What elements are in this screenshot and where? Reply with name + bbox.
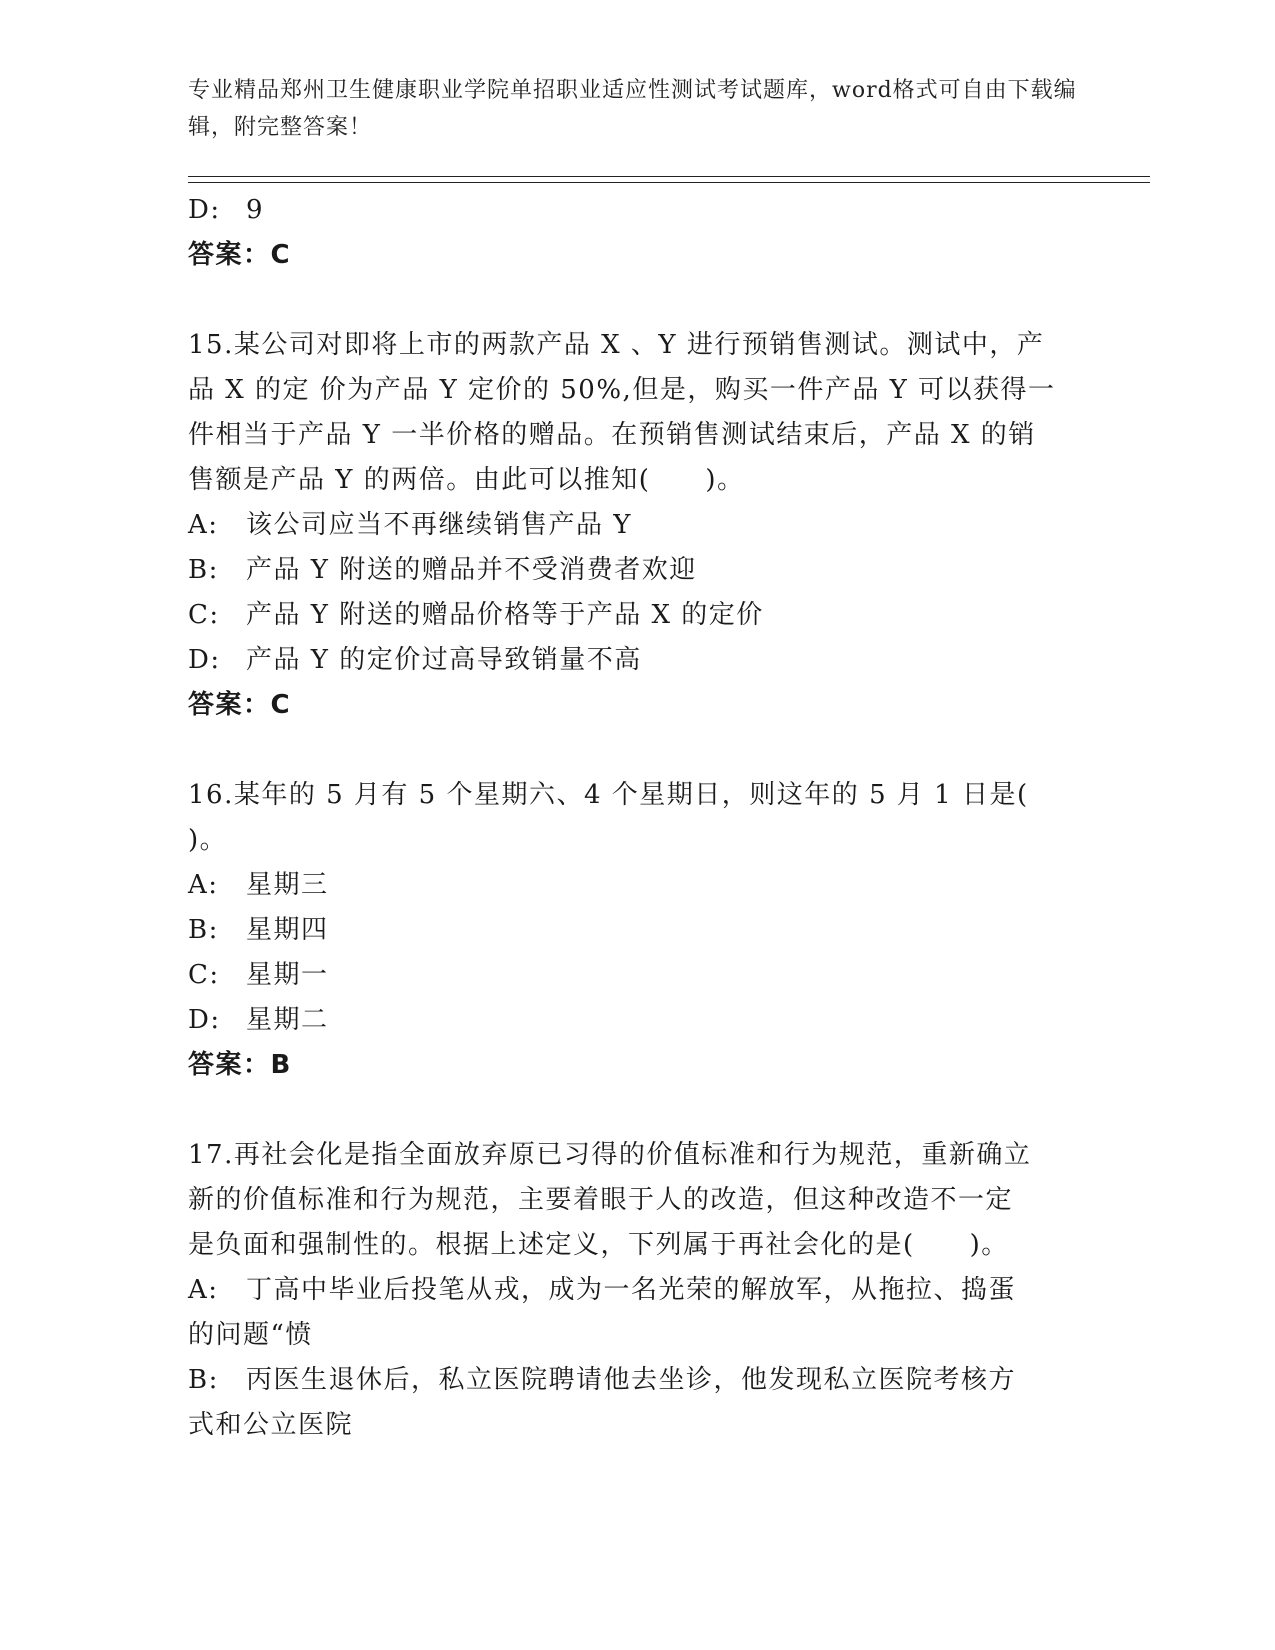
question-16-option-b [188,908,1088,953]
stem-line: 16.某年的 5 月有 5 个星期六、4 个星期日，则这年的 5 月 1 日是( [188,780,1029,810]
question-15-answer: 答案：C [188,690,292,720]
option-text: 星期四 [246,915,329,945]
option-text: 产品 Y 的定价过高导致销量不高 [246,645,642,675]
question-15-stem [188,323,1088,503]
question-15-option-d [188,638,1088,683]
question-16-option-d [188,998,1088,1043]
option-text: 星期一 [246,960,329,990]
option-letter: A: [188,1275,219,1305]
stem-line: 新的价值标准和行为规范，主要着眼于人的改造，但这种改造不一定 [188,1185,1014,1215]
stem-line: 17.再社会化是指全面放弃原已习得的价值标准和行为规范，重新确立 [188,1140,1032,1170]
spacer [188,728,1088,773]
option-text: 产品 Y 附送的赠品并不受消费者欢迎 [246,555,697,585]
option-text-continued: 式和公立医院 [188,1410,354,1440]
question-16-stem [188,773,1088,863]
question-17-option-b [188,1358,1088,1448]
stem-line: 15.某公司对即将上市的两款产品 X 、Y 进行预销售测试。测试中，产 [188,330,1045,360]
prev-answer: 答案：C [188,240,292,270]
document-body [188,188,1088,1448]
option-letter: A: [188,870,219,900]
option-text: 9 [246,195,265,225]
question-17-stem [188,1133,1088,1268]
option-text: 星期二 [246,1005,329,1035]
option-text-continued: 的问题“愤 [188,1320,313,1350]
stem-line: 售额是产品 Y 的两倍。由此可以推知( )。 [188,465,745,495]
spacer [188,278,1088,323]
option-letter: B: [188,1365,219,1395]
option-text: 丙医生退休后，私立医院聘请他去坐诊，他发现私立医院考核方 [246,1365,1017,1395]
question-16-answer: 答案：B [188,1050,292,1080]
option-text: 丁高中毕业后投笔从戎，成为一名光荣的解放军，从拖拉、捣蛋 [246,1275,1017,1305]
option-letter: C: [188,600,220,630]
option-line [188,1358,1088,1403]
question-15-option-a [188,503,1088,548]
stem-line: 品 X 的定 价为产品 Y 定价的 50%,但是，购买一件产品 Y 可以获得一 [188,375,1056,405]
question-16-option-a [188,863,1088,908]
option-text: 星期三 [246,870,329,900]
question-15-option-c [188,593,1088,638]
option-text: 该公司应当不再继续销售产品 Y [246,510,632,540]
stem-line: )。 [188,825,228,855]
option-letter: D: [188,195,221,225]
prev-option-d [188,188,1088,233]
spacer [188,1088,1088,1133]
question-16-option-c [188,953,1088,998]
option-letter: D: [188,1005,221,1035]
option-letter: A: [188,510,219,540]
question-17-option-a [188,1268,1088,1358]
option-text: 产品 Y 附送的赠品价格等于产品 X 的定价 [246,600,764,630]
option-line [188,1268,1088,1313]
page-header: 专业精品郑州卫生健康职业学院单招职业适应性测试考试题库，word格式可自由下载编辑，附完整答案！ [188,78,1077,140]
option-letter: B: [188,555,219,585]
stem-line: 是负面和强制性的。根据上述定义，下列属于再社会化的是( )。 [188,1230,1009,1260]
option-letter: D: [188,645,221,675]
header-rule [188,176,1150,183]
stem-line: 件相当于产品 Y 一半价格的赠品。在预销售测试结束后，产品 X 的销 [188,420,1036,450]
question-15-option-b [188,548,1088,593]
option-letter: B: [188,915,219,945]
option-letter: C: [188,960,220,990]
